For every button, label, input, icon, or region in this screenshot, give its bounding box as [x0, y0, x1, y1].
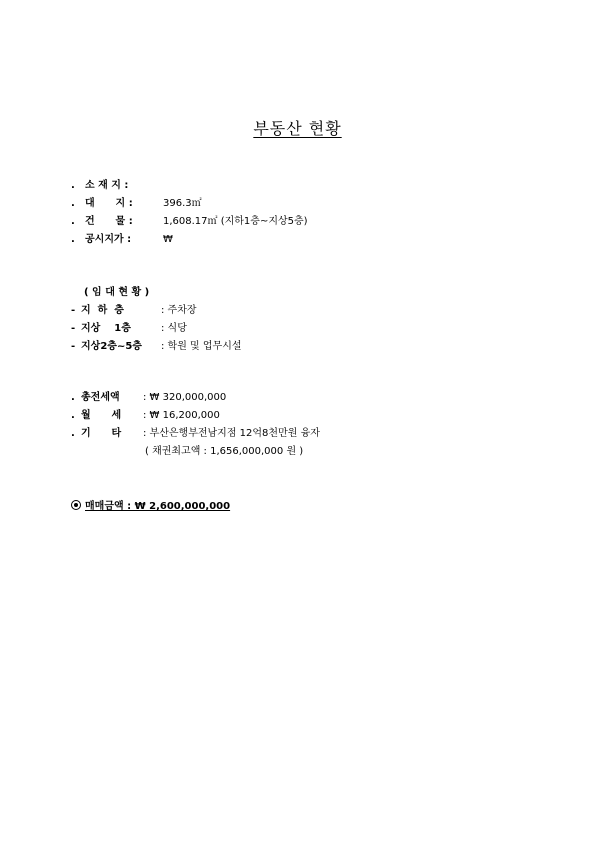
property-location-row	[71, 180, 163, 192]
property-location-label: 소 재 지 :	[85, 180, 129, 191]
row-bullet: .	[71, 198, 75, 209]
lease-floor2-5-row	[71, 341, 242, 353]
lease-basement-value: : 주차장	[161, 305, 197, 316]
property-building-value: 1,608.17㎡ (지하1층~지상5층)	[163, 216, 308, 227]
page-title-text: 부동산 현황	[253, 119, 342, 138]
property-land-value: 396.3㎡	[163, 198, 202, 209]
finance-deposit-value: : ₩ 320,000,000	[143, 392, 227, 403]
row-bullet: .	[71, 410, 75, 421]
lease-floor2-5-label: 지상2층~5층	[81, 341, 142, 352]
row-dash: -	[71, 323, 76, 334]
lease-basement-label: 지 하 층	[81, 305, 124, 316]
finance-deposit-row	[71, 392, 226, 404]
sale-price-text: 매매금액 : ₩ 2,600,000,000	[85, 501, 231, 512]
property-land-label: 대 지 :	[85, 198, 133, 209]
finance-other-value: : 부산은행부전남지점 12억8천만원 융자	[143, 428, 320, 439]
lease-floor1-value: : 식당	[161, 323, 187, 334]
lease-floor1-row	[71, 323, 187, 335]
finance-other-row	[71, 428, 320, 440]
property-building-row	[71, 216, 308, 228]
lease-floor2-5-value: : 학원 및 업무시설	[161, 341, 242, 352]
property-price-label: 공시지가 :	[85, 234, 132, 245]
property-price-value: ₩	[163, 234, 173, 245]
row-dash: -	[71, 341, 76, 352]
row-bullet: .	[71, 392, 75, 403]
bullet-circle-icon	[71, 500, 81, 510]
lease-floor1-label: 지상 1층	[81, 323, 131, 334]
row-bullet: .	[71, 216, 75, 227]
row-dash: -	[71, 305, 76, 316]
finance-rent-label: 월 세	[81, 410, 122, 421]
lease-heading: ( 임 대 현 황 )	[84, 287, 150, 298]
finance-rent-value: : ₩ 16,200,000	[143, 410, 220, 421]
sale-price	[71, 497, 230, 512]
row-bullet: .	[71, 428, 75, 439]
finance-other-label: 기 타	[81, 428, 122, 439]
property-building-label: 건 물 :	[85, 216, 133, 227]
page-title	[0, 116, 595, 139]
lease-basement-row	[71, 305, 197, 317]
property-price-row	[71, 234, 173, 246]
finance-deposit-label: 총전세액	[81, 392, 120, 403]
row-bullet: .	[71, 180, 75, 191]
finance-rent-row	[71, 410, 220, 422]
finance-note: ( 채권최고액 : 1,656,000,000 원 )	[145, 446, 304, 457]
row-bullet: .	[71, 234, 75, 245]
property-land-row	[71, 198, 202, 210]
